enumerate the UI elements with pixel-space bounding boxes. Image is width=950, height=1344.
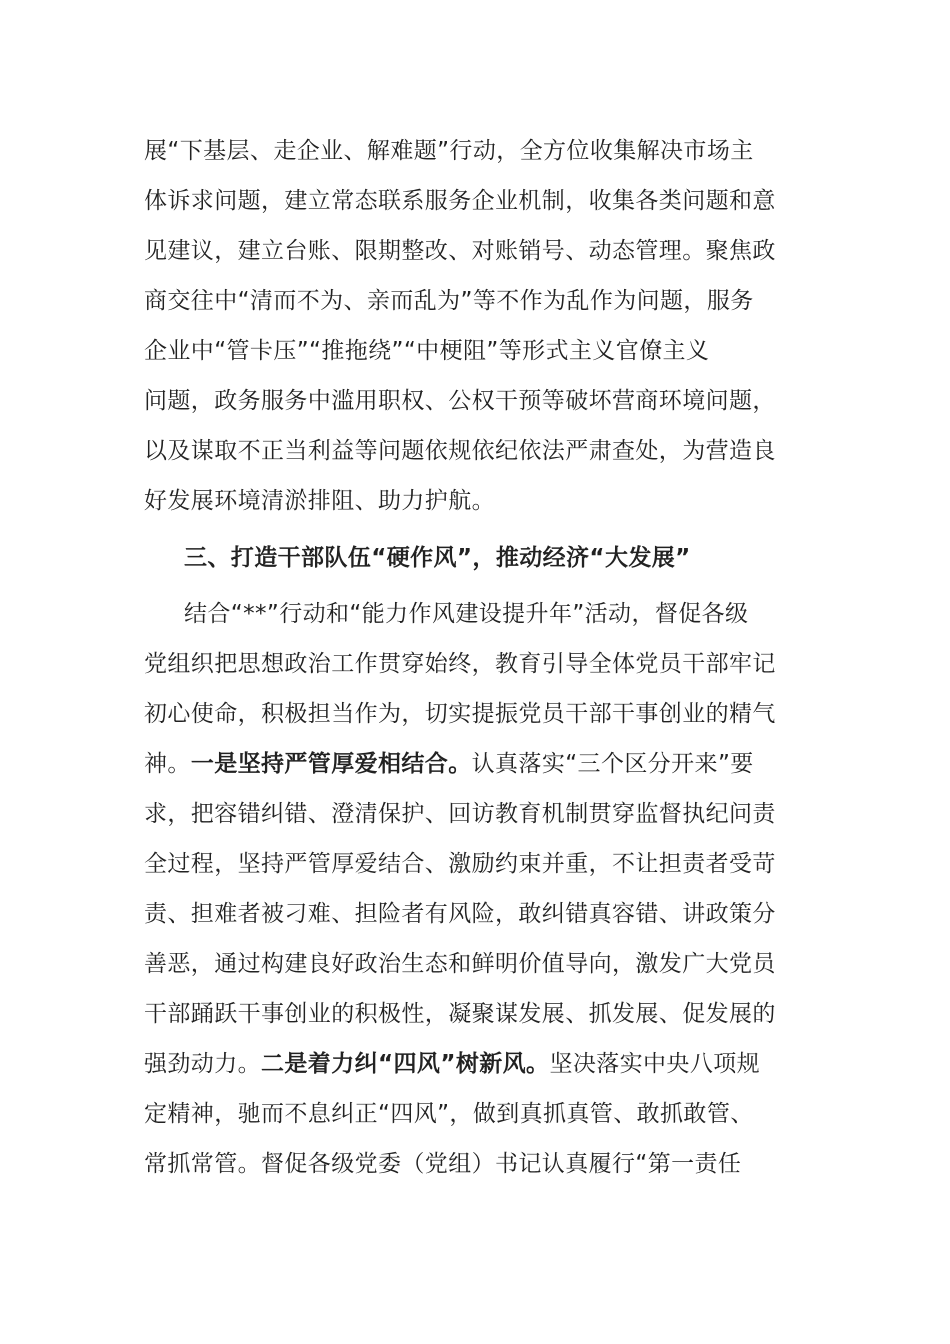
bold-lead-phrase: 一是坚持严管厚爱相结合。 [190,751,472,777]
paragraph-line-with-bold [144,739,806,789]
paragraph-line: 问题，政务服务中滥用职权、公权干预等破坏营商环境问题， [144,388,776,414]
line-text: 神。 [144,751,191,777]
paragraph-line: 求，把容错纠错、澄清保护、回访教育机制贯穿监督执纪问责 [144,801,776,827]
line-text: 坚决落实中央八项规 [549,1051,761,1077]
paragraph-line-with-bold [144,1039,806,1089]
paragraph-line: 初心使命，积极担当作为，切实提振党员干部干事创业的精气 [144,701,776,727]
paragraph-line: 善恶，通过构建良好政治生态和鲜明价值导向，激发广大党员 [144,951,776,977]
section-heading-text: 三、打造干部队伍“硬作风”，推动经济“大发展” [184,545,691,571]
section-heading [144,533,806,583]
line-text: 认真落实“三个区分开来”要 [471,751,754,777]
bold-lead-phrase: 二是着力纠“四风”树新风。 [261,1051,550,1077]
line-text: 强劲动力。 [144,1051,261,1077]
paragraph-line: 责、担难者被刁难、担险者有风险，敢纠错真容错、讲政策分 [144,901,776,927]
paragraph-line: 企业中“管卡压”“推拖绕”“中梗阻”等形式主义官僚主义 [144,338,710,364]
paragraph-line: 定精神，驰而不息纠正“四风”，做到真抓真管、敢抓敢管、 [144,1101,754,1127]
paragraph-line: 好发展环境清淤排阻、助力护航。 [144,488,495,514]
paragraph-line: 党组织把思想政治工作贯穿始终，教育引导全体党员干部牢记 [144,651,776,677]
paragraph-line: 商交往中“清而不为、亲而乱为”等不作为乱作为问题，服务 [144,288,754,314]
paragraph-line: 全过程，坚持严管厚爱结合、激励约束并重，不让担责者受苛 [144,851,776,877]
paragraph-line: 结合“**”行动和“能力作风建设提升年”活动，督促各级 [184,601,749,627]
body-paragraph-2 [144,589,806,1189]
paragraph-line: 以及谋取不正当利益等问题依规依纪依法严肃查处，为营造良 [144,438,776,464]
paragraph-line: 常抓常管。督促各级党委（党组）书记认真履行“第一责任 [144,1151,742,1177]
paragraph-line: 展“下基层、走企业、解难题”行动，全方位收集解决市场主 [144,138,754,164]
paragraph-line: 体诉求问题，建立常态联系服务企业机制，收集各类问题和意 [144,188,776,214]
paragraph-line: 见建议，建立台账、限期整改、对账销号、动态管理。聚焦政 [144,238,776,264]
body-paragraph-1 [144,126,806,526]
paragraph-line: 干部踊跃干事创业的积极性，凝聚谋发展、抓发展、促发展的 [144,1001,776,1027]
